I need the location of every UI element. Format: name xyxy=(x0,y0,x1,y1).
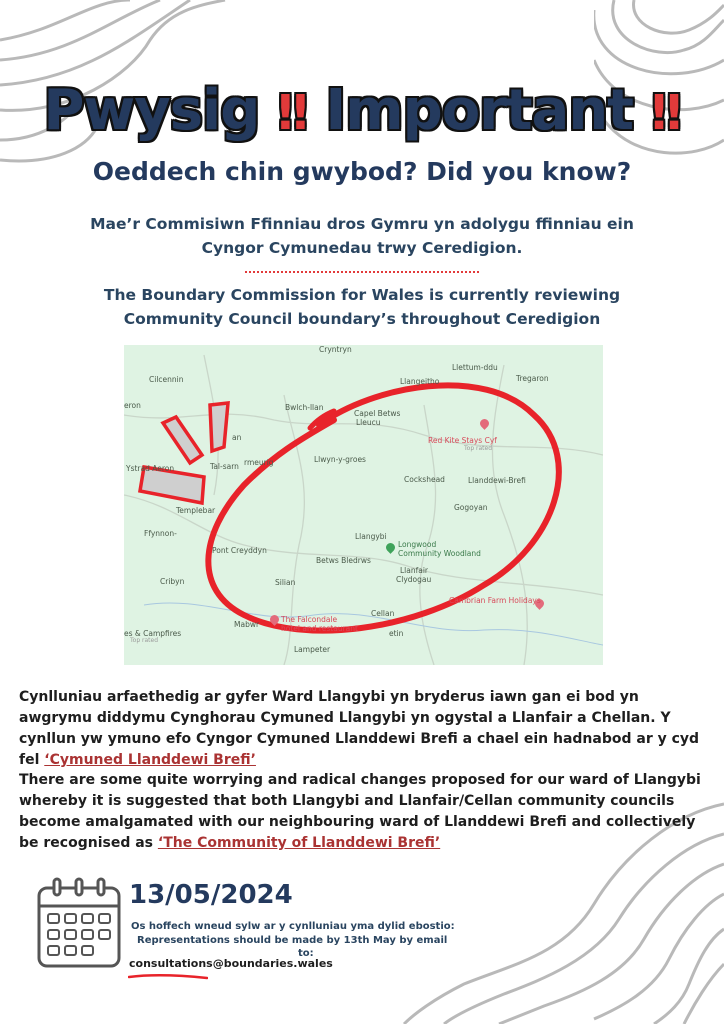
body-english-link: ‘The Community of Llanddewi Brefi’ xyxy=(157,835,441,851)
map-label: Llwyn-y-groes xyxy=(314,455,366,464)
map-label: Tregaron xyxy=(516,374,549,383)
body-welsh-link: ‘Cymuned Llanddewi Brefi’ xyxy=(44,752,256,768)
map-label: Llettum-ddu xyxy=(452,363,498,372)
map-roads xyxy=(124,345,603,665)
map-poi: hotel and restaurant xyxy=(281,624,358,633)
map-label: Cryntryn xyxy=(319,345,352,354)
map-label: Clydogau xyxy=(396,575,432,584)
map-label: Llanfair xyxy=(400,566,429,575)
map-label: Lampeter xyxy=(294,645,331,654)
map-label: Mabwr xyxy=(234,620,260,629)
map-label: Ffynnon- xyxy=(144,529,177,538)
map-label: Capel Betws xyxy=(354,409,401,418)
map-label: Llanddewi-Brefi xyxy=(468,476,526,485)
calendar-icon xyxy=(36,876,123,971)
email-underline xyxy=(128,972,208,980)
map-label: Llangybi xyxy=(355,532,387,541)
map-rated: Top rated xyxy=(464,445,493,452)
map-label: an xyxy=(232,433,242,442)
map-label: Llangeitho xyxy=(400,377,440,386)
body-english xyxy=(19,770,709,854)
map-label: Cockshead xyxy=(404,475,445,484)
circled-area xyxy=(208,385,558,630)
double-exclamation-icon: ‼ xyxy=(651,85,681,141)
map-image xyxy=(124,345,603,665)
deadline-welsh: Os hoffech wneud sylw ar y cynlluniau yma dylid ebostio: xyxy=(131,921,455,932)
intro-welsh xyxy=(0,212,724,260)
map-poi: Red Kite Stays Cyf xyxy=(428,436,497,445)
intro-english-line: Community Council boundary’s throughout Ceredigion xyxy=(123,310,601,328)
intro-english-line: The Boundary Commission for Wales is currently reviewing xyxy=(103,286,621,304)
deadline-date: 13/05/2024 xyxy=(129,880,293,910)
subtitle: Oeddech chin gwybod? Did you know? xyxy=(92,157,632,186)
map-poi: Community Woodland xyxy=(398,549,481,558)
intro-welsh-line: Cyngor Cymunedau trwy Ceredigion. xyxy=(201,239,523,257)
map-label: eron xyxy=(124,401,141,410)
map-label: etin xyxy=(389,629,404,638)
map-label: Pont Creyddyn xyxy=(212,546,267,555)
map-label: rmeurig xyxy=(244,458,274,467)
body-welsh xyxy=(19,687,709,771)
map-label: Tal-sarn xyxy=(210,462,239,471)
body-english-text: There are some quite worrying and radical changes proposed for our ward of Llangybi whereby it is suggested that both Llangybi and Llanfair/Cellan community councils become amalgamated with our neighbouring ward of Llanddewi Brefi and collectively be recognised as xyxy=(19,772,701,851)
map-rated: Top rated xyxy=(130,637,159,644)
map-poi: The Falcondale xyxy=(281,615,338,624)
page-title xyxy=(0,78,724,143)
map-poi: Longwood xyxy=(398,540,437,549)
map-label: Cilcennin xyxy=(149,375,184,384)
dotted-divider xyxy=(245,271,479,273)
deadline-to: to: xyxy=(298,948,314,959)
deadline-english: Representations should be made by 13th May by email xyxy=(137,935,448,946)
map-label: Bwlch-llan xyxy=(285,403,324,412)
map-label: Silian xyxy=(275,578,296,587)
body-welsh-text: Cynlluniau arfaethedig ar gyfer Ward Llangybi yn bryderus iawn gan ei bod yn awgrymu diddymu Cynghorau Cymuned Llangybi yn ogystal a Llanfair a Chellan. Y cynllun yw ymuno efo Cyngor Cymuned Llanddewi Brefi a chael ein hadnabod ar y cyd fel xyxy=(19,689,700,768)
map-label: Ystrad Aeron xyxy=(126,464,175,473)
map-label: Cellan xyxy=(371,609,395,618)
map-label: Cribyn xyxy=(160,577,185,586)
map-label: es & Campfires xyxy=(124,629,182,638)
title-welsh: Pwysig xyxy=(43,78,260,143)
map-label: Templebar xyxy=(176,506,216,515)
intro-welsh-line: Mae’r Commisiwn Ffinniau dros Gymru yn adolygu ffinniau ein xyxy=(90,215,634,233)
map-label: Gogoyan xyxy=(454,503,488,512)
email-link[interactable]: consultations@boundaries.wales xyxy=(129,957,333,970)
map-label: Betws Bledrws xyxy=(316,556,371,565)
map-label: Lleucu xyxy=(356,418,381,427)
title-english: Important xyxy=(325,78,633,143)
map-poi: Cambrian Farm Holidays xyxy=(449,596,541,605)
double-exclamation-icon: ‼ xyxy=(277,85,307,141)
intro-english xyxy=(0,283,724,331)
